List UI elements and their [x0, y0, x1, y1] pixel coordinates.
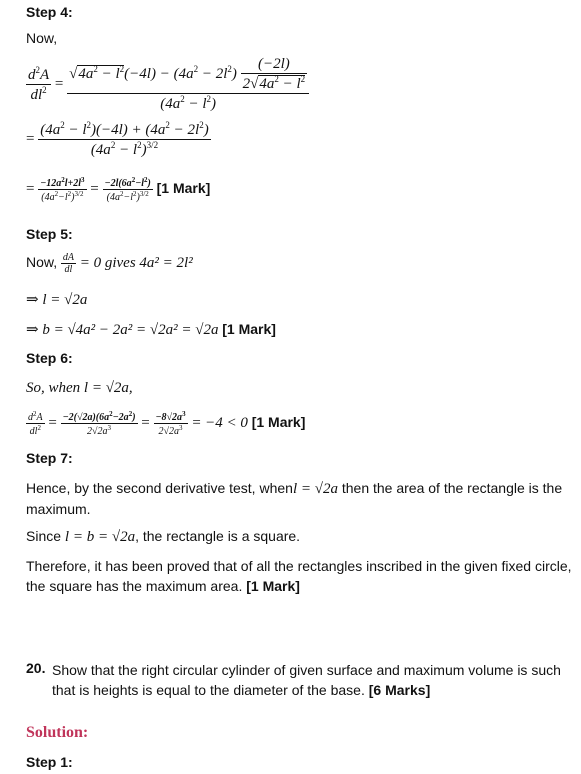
step6-condition: So, when l = √2a,	[26, 380, 133, 396]
step5-l-result: ⇒ l = √2a	[26, 292, 88, 308]
solution-label: Solution:	[26, 724, 89, 741]
step5-condition: Now, $\frac{dA}{dl}$ = 0 gives 4a² = 2l²	[26, 252, 193, 275]
step7-line3: Therefore, it has been proved that of all the rectangles inscribed in the given fixed circle, the square has the maximum area. [1 Mark]	[26, 558, 572, 594]
step4-heading: Step 4:	[26, 4, 73, 20]
equation-final: = $\frac{-12a^2l+2l^3}{(4a^2-l^2)^{3/2}}$ = $\frac{-2l(6a^2-l^2)}{(4a^2-l^2)^{3/2}}$ [1 Mark]	[26, 176, 211, 203]
step6-equation: $\frac{d^2A}{dl^2}$ = $\frac{-2(√2a)(6a^2-2a^2)}{2√2a^3}$ = $\frac{-8√2a^3}{2√2a^3}$ = −4 < 0 [1 Mark]	[28, 410, 306, 437]
step5-b-result: ⇒ b = √4a² − 2a² = √2a² = √2a [1 Mark]	[26, 321, 276, 338]
equation-second-derivative: $\frac{d^2A}{dl^2}$ = $√4a^2 - l^2(-4l) - (4a^2 - 2l^2)$ $\frac{(-2l)}{2√4a^2 - l^2}$ $(4a^2 - l^2)$	[26, 56, 309, 113]
equation-simplified: = $\frac{(4a^2 - l^2)(-4l) + (4a^2 - 2l^2)}{(4a^2 - l^2)^{3/2}}$	[26, 120, 209, 158]
step1-heading: Step 1:	[26, 754, 73, 770]
mark-badge: [1 Mark]	[156, 179, 211, 196]
step7-line2: Since l = b = √2a, the rectangle is a square.	[26, 528, 301, 545]
step4-intro: Now,	[26, 30, 58, 46]
step5-heading: Step 5:	[26, 226, 73, 242]
step7-line1: Hence, by the second derivative test, whenl = √2a then the area of the rectangle is the maximum.	[26, 480, 563, 517]
step6-heading: Step 6:	[26, 350, 73, 366]
step7-heading: Step 7:	[26, 450, 73, 466]
question-text: Show that the right circular cylinder of given surface and maximum volume is such that is heights is equal to the diameter of the base. [6 Marks]	[52, 662, 561, 698]
question-number: 20.	[26, 660, 46, 676]
